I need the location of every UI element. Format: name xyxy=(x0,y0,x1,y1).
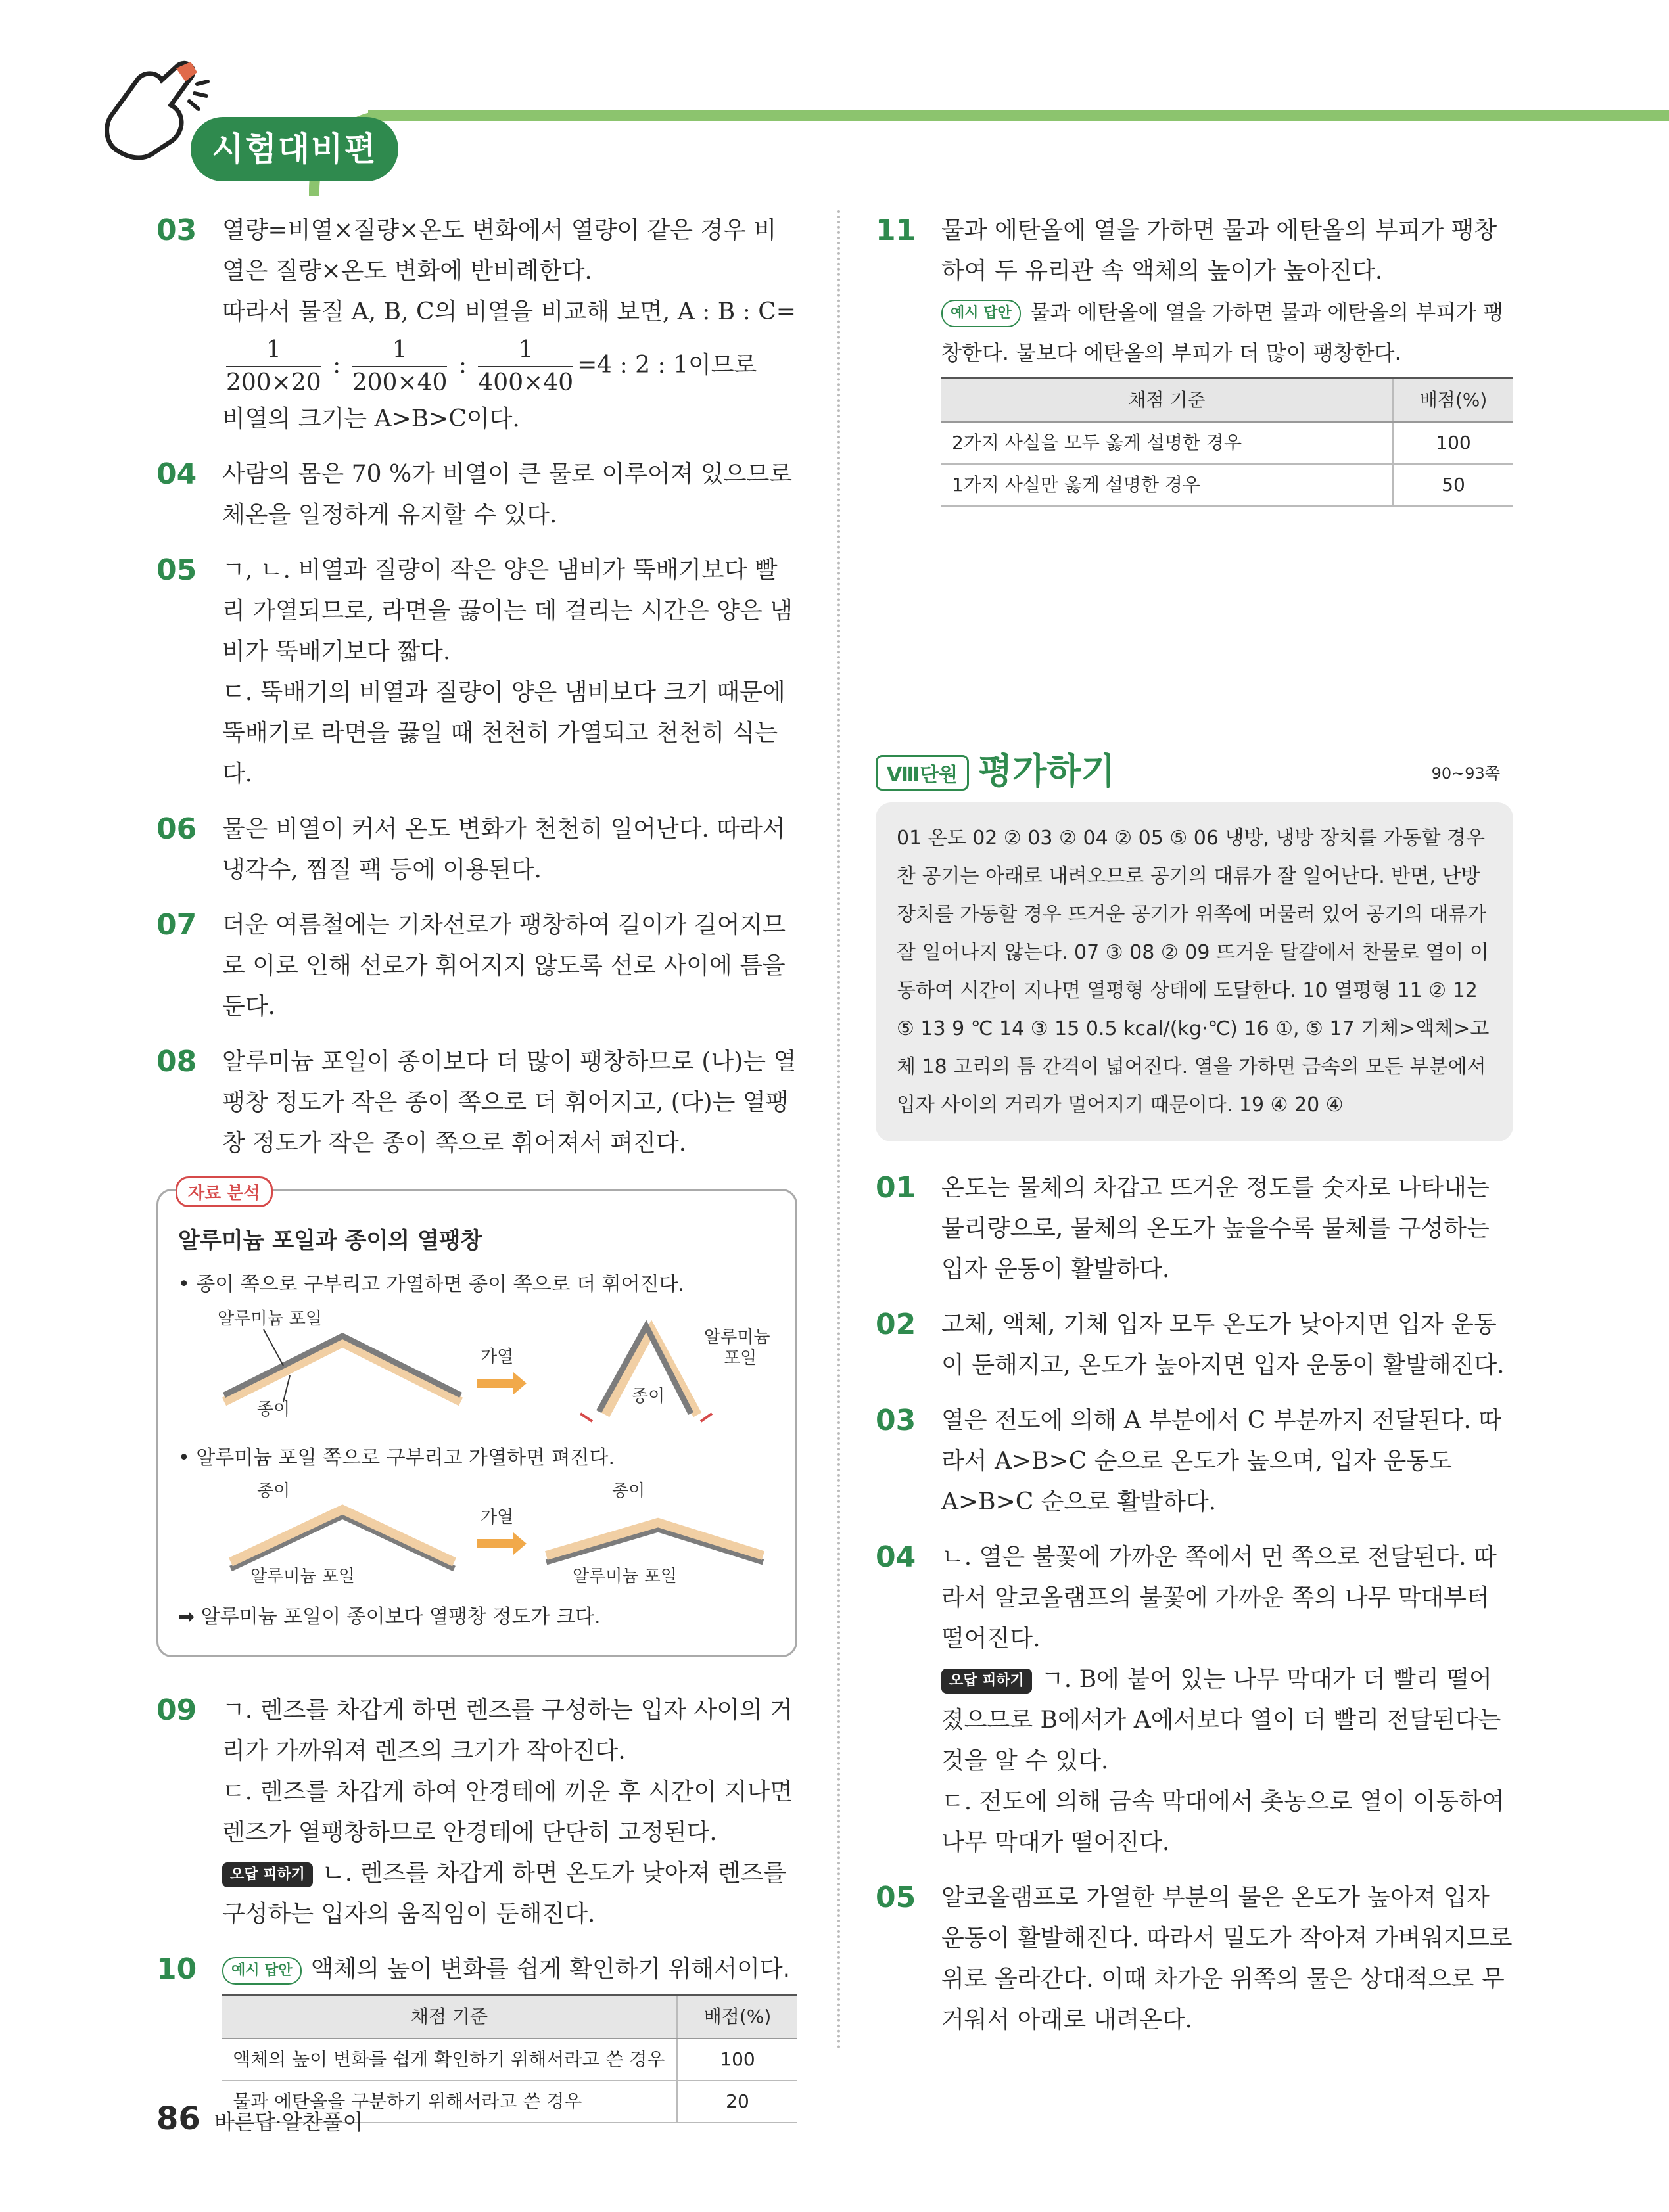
label-heat: 가열 xyxy=(481,1347,514,1367)
label-foil: 알루미늄 포일 xyxy=(573,1567,677,1586)
eval-answer-01 xyxy=(876,1168,1513,1290)
scoring-table xyxy=(941,377,1513,507)
data-analysis-box xyxy=(156,1184,797,1657)
answer-text: ㄱ. 렌즈를 차갑게 하면 렌즈를 구성하는 입자 사이의 거리가 가까워져 렌즈의 크기가 작아진다. xyxy=(222,1697,793,1764)
answer-text: 알루미늄 포일이 종이보다 더 많이 팽창하므로 (나)는 열팽창 정도가 작은 종이 쪽으로 더 휘어지고, (다)는 열팽창 정도가 작은 종이 쪽으로 휘어져서 펴진다. xyxy=(222,1048,797,1157)
answer-08 xyxy=(156,1042,797,1164)
label-paper: 종이 xyxy=(612,1481,646,1501)
analysis-title: 알루미늄 포일과 종이의 열팽창 xyxy=(178,1228,482,1254)
item-number: 01 xyxy=(876,1171,916,1205)
header-band xyxy=(368,110,1669,121)
eval-answer-05 xyxy=(876,1878,1513,2040)
answer-07 xyxy=(156,905,797,1027)
table-row: 액체의 높이 변화를 쉽게 확인하기 위해서라고 쓴 경우 100 xyxy=(222,2039,797,2081)
page-number: 86 xyxy=(156,2100,200,2137)
ratio-line: $\frac{1}{200\times 20}$ : $\frac{1}{200\times 40}$ : $\frac{1}{400\times 40}$ =4 : 2 : 1이므로 xyxy=(222,333,797,399)
item-number: 11 xyxy=(876,214,916,247)
item-number: 07 xyxy=(156,908,197,942)
eval-answer-02 xyxy=(876,1304,1513,1386)
wrong-answer-badge: 오답 피하기 xyxy=(941,1669,1032,1694)
item-number: 04 xyxy=(876,1540,916,1574)
label-paper: 종이 xyxy=(257,1400,291,1419)
answer-text: 열량=비열×질량×온도 변화에서 열량이 같은 경우 비열은 질량×온도 변화에 반비례한다. xyxy=(222,217,777,285)
item-number: 06 xyxy=(156,812,197,846)
example-answer-badge: 예시 답안 xyxy=(941,300,1021,327)
answer-text: ㄷ. 전도에 의해 금속 막대에서 촛농으로 열이 이동하여 나무 막대가 떨어진다. xyxy=(941,1788,1505,1856)
answer-06 xyxy=(156,809,797,890)
bimetal-diagram-foil-side xyxy=(178,1477,770,1588)
book-label: 바른답·알찬풀이 xyxy=(214,2109,364,2134)
item-number: 02 xyxy=(876,1308,916,1341)
item-number: 05 xyxy=(156,553,197,587)
bimetal-diagram-paper-side xyxy=(178,1303,770,1435)
right-column xyxy=(876,210,1513,2055)
left-column xyxy=(156,210,797,2138)
column-divider xyxy=(837,210,840,2050)
item-number: 05 xyxy=(876,1881,916,1914)
answer-text: 더운 여름철에는 기차선로가 팽창하여 길이가 길어지므로 이로 인해 선로가 휘어지지 않도록 선로 사이에 틈을 둔다. xyxy=(222,911,786,1020)
answer-text: ㄷ. 뚝배기의 비열과 질량이 양은 냄비보다 크기 때문에 뚝배기로 라면을 끓일 때 천천히 가열되고 천천히 식는다. xyxy=(222,679,786,787)
item-number: 03 xyxy=(156,214,197,247)
table-header: 배점(%) xyxy=(1393,379,1513,423)
eval-answer-03 xyxy=(876,1400,1513,1523)
analysis-conclusion: ➡ 알루미늄 포일이 종이보다 열팽창 정도가 크다. xyxy=(178,1605,601,1628)
answer-text: 고체, 액체, 기체 입자 모두 온도가 낮아지면 입자 운동이 둔해지고, 온도가 높아지면 입자 운동이 활발해진다. xyxy=(941,1311,1505,1379)
item-number: 08 xyxy=(156,1045,197,1078)
analysis-tag: 자료 분석 xyxy=(176,1176,273,1207)
answer-04 xyxy=(156,454,797,536)
bend-arrow-icon xyxy=(701,1414,712,1421)
answer-11 xyxy=(876,210,1513,507)
label-foil: 알루미늄 포일 xyxy=(250,1567,355,1586)
table-header: 배점(%) xyxy=(677,1995,797,2039)
answer-text: ㄴ. 렌즈를 차갑게 하면 온도가 낮아져 렌즈를 구성하는 입자의 움직임이 둔해진다. xyxy=(222,1860,786,1927)
fraction: $\frac{1}{200\times 20}$ xyxy=(226,334,321,399)
answer-text: 액체의 높이 변화를 쉽게 확인하기 위해서이다. xyxy=(310,1956,791,1983)
answer-text: 온도는 물체의 차갑고 뜨거운 정도를 숫자로 나타내는 물리량으로, 물체의 온도가 높을수록 물체를 구성하는 입자 운동이 활발하다. xyxy=(941,1174,1490,1283)
section-tab: 시험대비편 xyxy=(191,117,398,181)
evaluation-header xyxy=(876,743,1513,802)
answer-09 xyxy=(156,1690,797,1935)
wrong-answer-badge: 오답 피하기 xyxy=(222,1862,313,1887)
answer-text: 비열의 크기는 A>B>C이다. xyxy=(222,405,520,432)
answer-text: 열은 전도에 의해 A 부분에서 C 부분까지 전달된다. 따라서 A>B>C 순으로 온도가 높으며, 입자 운동도 A>B>C 순으로 활발하다. xyxy=(941,1407,1502,1515)
answer-text: 사람의 몸은 70 %가 비열이 큰 물로 이루어져 있으므로 체온을 일정하게 유지할 수 있다. xyxy=(222,461,793,528)
answer-text: ㄱ, ㄴ. 비열과 질량이 작은 양은 냄비가 뚝배기보다 빨리 가열되므로, 라면을 끓이는 데 걸리는 시간은 양은 냄비가 뚝배기보다 짧다. xyxy=(222,557,793,665)
arrow-icon xyxy=(477,1532,527,1555)
answer-text: 물과 에탄올에 열을 가하면 물과 에탄올의 부피가 팽창하여 두 유리관 속 액체의 높이가 높아진다. xyxy=(941,217,1497,285)
page-footer xyxy=(156,2100,363,2137)
answer-10 xyxy=(156,1949,797,2123)
table-header: 채점 기준 xyxy=(941,379,1393,423)
answer-text: 물과 에탄올에 열을 가하면 물과 에탄올의 부피가 팽창한다. 물보다 에탄올의 부피가 더 많이 팽창한다. xyxy=(941,300,1504,365)
fraction: $\frac{1}{200\times 40}$ xyxy=(352,334,448,399)
analysis-point: • 알루미늄 포일 쪽으로 구부리고 가열하면 펴진다. xyxy=(178,1446,615,1469)
answer-text: 따라서 물질 A, B, C의 비열을 비교해 보면, A : B : C= xyxy=(222,298,796,325)
table-row: 1가지 사실만 옳게 설명한 경우 50 xyxy=(941,464,1513,506)
answer-text: 알코올램프로 가열한 부분의 물은 온도가 높아져 입자 운동이 활발해진다. 따라서 밀도가 작아져 가벼워지므로 위로 올라간다. 이때 차가운 위쪽의 물은 상대적으로 무거워서 아래로 내려온다. xyxy=(941,1884,1513,2033)
label-foil-a: 알루미늄 xyxy=(704,1327,770,1347)
answer-key-text: 01 온도 02 ② 03 ② 04 ② 05 ⑤ 06 냉방, 냉방 장치를 가동할 경우 찬 공기는 아래로 내려오므로 공기의 대류가 잘 일어난다. 반면, 난방 장치를 가동할 경우 뜨거운 공기가 위쪽에 머물러 있어 공기의 대류가 잘 일어나지 않는다. 07 ③ 08 ② 09 뜨거운 달걀에서 찬물로 열이 이동하여 시간이 지나면 열평형 상태에 도달한다. 10 열평형 11 ② 12 ⑤ 13 9 ℃ 14 ③ 15 0.5 kcal/(kg·℃) 16 ①, ⑤ 17 기체>액체>고체 18 고리의 틈 간격이 넓어진다. 열을 가하면 금속의 모든 부분에서 입자 사이의 거리가 멀어지기 때문이다. 19 ④ 20 ④ xyxy=(897,827,1490,1117)
label-paper: 종이 xyxy=(257,1481,291,1501)
arrow-icon xyxy=(477,1372,527,1394)
answer-03 xyxy=(156,210,797,440)
answer-text: ㄱ. B에 붙어 있는 나무 막대가 더 빨리 떨어졌으므로 B에서가 A에서보다 열이 더 빨리 전달된다는 것을 알 수 있다. xyxy=(941,1666,1501,1774)
item-number: 03 xyxy=(876,1404,916,1437)
label-heat: 가열 xyxy=(481,1508,514,1527)
label-foil-b: 포일 xyxy=(724,1348,757,1368)
page-range: 90~93쪽 xyxy=(1431,764,1500,783)
answer-text: ㄷ. 렌즈를 차갑게 하여 안경테에 끼운 후 시간이 지나면 렌즈가 열팽창하므로 안경테에 단단히 고정된다. xyxy=(222,1778,793,1846)
answer-text: ㄴ. 열은 불꽃에 가까운 쪽에서 먼 쪽으로 전달된다. 따라서 알코올램프의 불꽃에 가까운 쪽의 나무 막대부터 떨어진다. xyxy=(941,1544,1497,1652)
unit-tag: Ⅷ단원 xyxy=(876,755,969,791)
item-number: 10 xyxy=(156,1952,197,1986)
evaluation-title: 평가하기 xyxy=(978,750,1116,792)
item-number: 09 xyxy=(156,1694,197,1727)
eval-answer-04 xyxy=(876,1537,1513,1863)
answer-05 xyxy=(156,550,797,795)
fraction: $\frac{1}{400\times 40}$ xyxy=(478,334,573,399)
bend-arrow-icon xyxy=(580,1414,592,1421)
answer-text: 물은 비열이 커서 온도 변화가 천천히 일어난다. 따라서 냉각수, 찜질 팩 등에 이용된다. xyxy=(222,816,786,883)
answer-key-box xyxy=(876,802,1513,1141)
label-foil: 알루미늄 포일 xyxy=(218,1309,322,1329)
item-number: 04 xyxy=(156,457,197,491)
table-header: 채점 기준 xyxy=(222,1995,677,2039)
example-answer-badge: 예시 답안 xyxy=(222,1957,302,1985)
label-paper: 종이 xyxy=(632,1387,665,1406)
analysis-point: • 종이 쪽으로 구부리고 가열하면 종이 쪽으로 더 휘어진다. xyxy=(178,1273,685,1296)
table-row: 물과 에탄올을 구분하기 위해서라고 쓴 경우 20 xyxy=(222,2081,797,2123)
table-row: 2가지 사실을 모두 옳게 설명한 경우 100 xyxy=(941,422,1513,464)
